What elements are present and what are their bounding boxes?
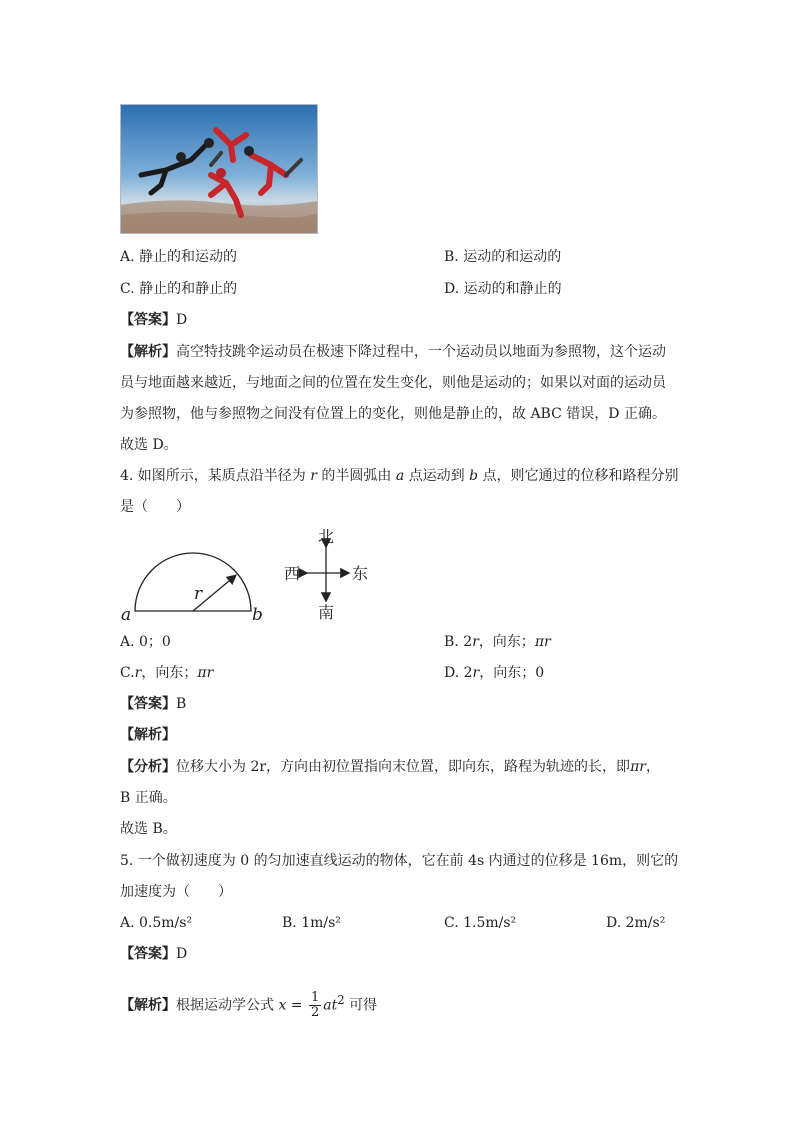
- analysis-label: 【解析】: [120, 344, 176, 360]
- var-b: b: [469, 468, 479, 484]
- answer-value: D: [176, 312, 188, 328]
- compass-west: 西: [284, 564, 301, 583]
- var-r: r: [206, 665, 214, 681]
- var-r: r: [134, 665, 142, 681]
- option-text: D. 2: [444, 665, 473, 681]
- analysis-label: 【解析】: [120, 727, 176, 743]
- q3-analysis-line-3: 为参照物，他与参照物之间没有位置上的变化，则他是静止的，故 ABC 错误，D 正确。: [120, 406, 666, 422]
- stem-text: 点，则它通过的位移和路程分别: [482, 468, 679, 484]
- q3-answer: [120, 310, 187, 330]
- var-r: r: [472, 665, 480, 681]
- fraction-numerator: 1: [311, 990, 320, 1006]
- var-r: r: [472, 634, 479, 650]
- formula-x: x: [278, 997, 287, 1014]
- analysis-label: 【解析】: [120, 997, 176, 1014]
- q5-option-d: D. 2m/s²: [606, 915, 666, 931]
- q4-answer: [120, 694, 186, 714]
- q3-option-a: A. 静止的和运动的: [120, 249, 238, 265]
- option-text: B. 2: [444, 634, 473, 650]
- q3-analysis-line-2: 员与地面越来越近，与地面之间的位置在发生变化，则他是运动的；如果以对面的运动员: [120, 375, 666, 391]
- formula-exponent: 2: [337, 993, 345, 1007]
- answer-label: 【答案】: [120, 312, 176, 328]
- label-r: r: [194, 584, 203, 604]
- label-a: a: [121, 605, 132, 625]
- q4-fenxi-line-2: B 正确。: [120, 790, 177, 806]
- q3-option-b: B. 运动的和运动的: [444, 249, 562, 265]
- fenxi-text: 位移大小为 2r，方向由初位置指向末位置，即向东，路程为轨迹的长，即: [176, 759, 631, 775]
- answer-label: 【答案】: [120, 696, 176, 712]
- q4-stem-line-1: [120, 466, 679, 486]
- compass-east: 东: [352, 564, 369, 583]
- option-text: ，向东；: [141, 665, 198, 681]
- compass-north: 北: [318, 527, 335, 546]
- label-b: b: [252, 605, 263, 625]
- q4-analysis-label: [120, 725, 176, 745]
- q3-conclusion: 故选 D。: [120, 437, 178, 453]
- formula-eq: =: [286, 997, 307, 1014]
- q5-stem-line-2: 加速度为（ ）: [120, 884, 232, 900]
- answer-label: 【答案】: [120, 946, 176, 962]
- q3-option-d: D. 运动的和静止的: [444, 281, 562, 297]
- q4-option-d: [444, 663, 544, 683]
- option-text: ，向东；: [478, 634, 535, 650]
- answer-value: D: [176, 946, 188, 962]
- q4-option-b: [444, 632, 551, 652]
- stem-text: 的半圆弧由: [321, 468, 392, 484]
- option-text: C.: [120, 665, 135, 681]
- analysis-text: 根据运动学公式: [176, 997, 274, 1014]
- fenxi-label: 【分析】: [120, 759, 176, 775]
- semicircle-arc: [135, 553, 251, 611]
- q5-option-b: B. 1m/s²: [282, 915, 341, 931]
- q4-stem-line-2: 是（ ）: [120, 499, 190, 515]
- pi-r: πr: [630, 759, 646, 775]
- answer-value: B: [176, 696, 187, 712]
- q4-option-c: [120, 663, 213, 683]
- compass-south: 南: [318, 603, 335, 622]
- formula-at: at: [323, 997, 338, 1014]
- q4-option-a: A. 0；0: [120, 634, 171, 650]
- analysis-text: 高空特技跳伞运动员在极速下降过程中，一个运动员以地面为参照物，这个运动: [176, 344, 666, 360]
- q5-stem-line-1: 5. 一个做初速度为 0 的匀加速直线运动的物体，它在前 4s 内通过的位移是 16m，则它的: [120, 853, 679, 869]
- q5-analysis: [120, 984, 377, 1022]
- formula-fraction: [309, 991, 321, 1020]
- semicircle-diagram: [116, 522, 386, 626]
- q5-answer: [120, 944, 187, 964]
- q4-conclusion: 故选 B。: [120, 821, 177, 837]
- skydivers-photo: [120, 104, 318, 234]
- q5-option-c: C. 1.5m/s²: [444, 915, 517, 931]
- q3-option-c: C. 静止的和静止的: [120, 281, 238, 297]
- pi-symbol: π: [534, 634, 545, 650]
- q3-analysis-line-1: [120, 342, 666, 362]
- var-r: r: [544, 634, 551, 650]
- var-a: a: [395, 468, 405, 484]
- pi-symbol: π: [197, 665, 207, 681]
- analysis-text: 可得: [349, 997, 378, 1014]
- option-text: ，向东；0: [479, 665, 545, 681]
- stem-text: 点运动到: [408, 468, 465, 484]
- q4-fenxi-line-1: [120, 757, 660, 777]
- var-r: r: [310, 468, 317, 484]
- fenxi-tail: ，: [645, 759, 660, 775]
- fraction-denominator: 2: [311, 1005, 320, 1021]
- stem-text: 4. 如图所示，某质点沿半径为: [120, 468, 306, 484]
- q5-option-a: A. 0.5m/s²: [120, 915, 193, 931]
